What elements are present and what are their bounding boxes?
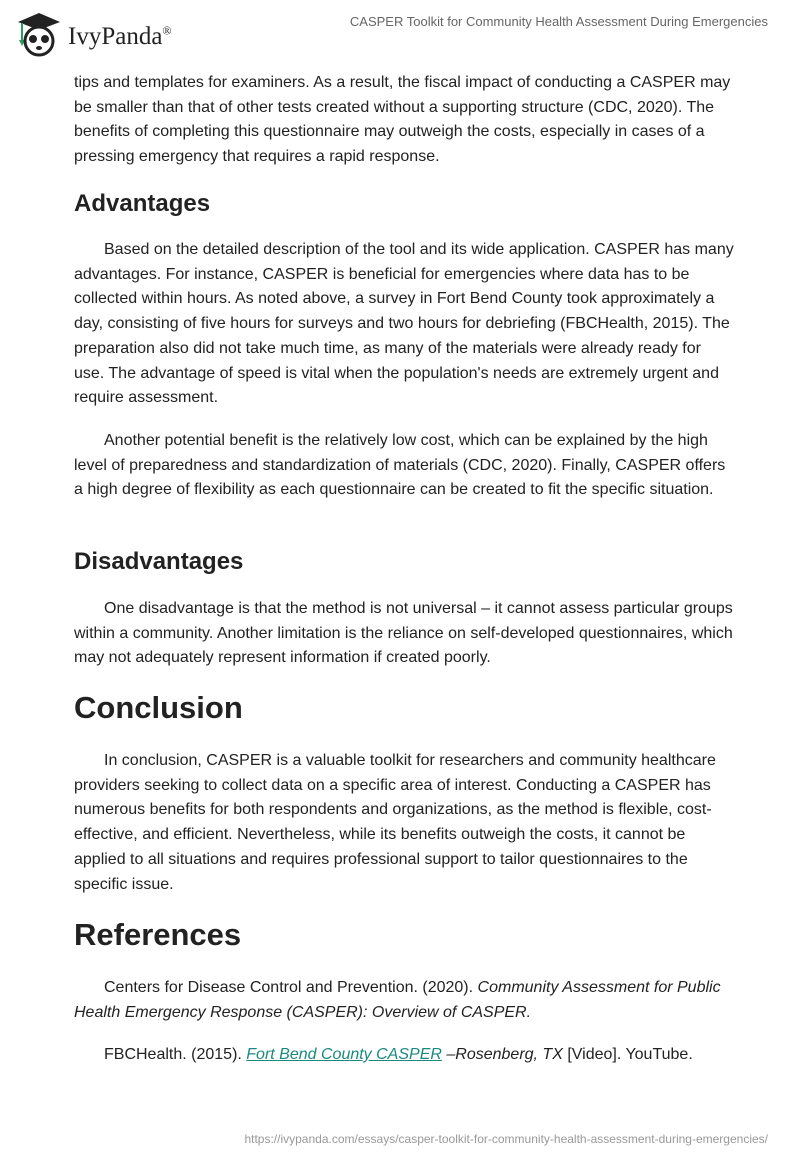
registered-mark: ® <box>162 23 172 38</box>
paragraph-advantages-1: Based on the detailed description of the tool and its wide application. CASPER has many advantages. For instance, CASPER is beneficial for emergencies where data has to be collected within hours. As noted above, a survey in Fort Bend County took approximately a day, consisting of five hours for surveys and two hours for debriefing (FBCHealth, 2015). The preparation also did not take much time, as many of the materials were already ready for use. The advantage of speed is vital when the population's needs are extremely urgent and require assessment. <box>74 241 734 407</box>
logo-text: IvyPanda <box>68 23 163 50</box>
reference-item: Centers for Disease Control and Prevention. (2020). Community Assessment for Public Health Emergency Response (CASPER): Overview of CASPER. <box>74 979 721 1021</box>
panda-graduate-icon <box>14 8 64 58</box>
ivypanda-logo[interactable] <box>14 8 172 58</box>
reference-link[interactable]: Fort Bend County CASPER <box>246 1046 442 1063</box>
paragraph-disadvantages: One disadvantage is that the method is not universal – it cannot assess particular groups within a community. Another limitation is the reliance on self-developed questionnaires, which may not adequately represent information if created poorly. <box>74 600 733 667</box>
heading-advantages: Advantages <box>74 190 211 217</box>
document-title: CASPER Toolkit for Community Health Assessment During Emergencies <box>349 14 768 29</box>
paragraph-advantages-2: Another potential benefit is the relatively low cost, which can be explained by the high level of preparedness and standardization of materials (CDC, 2020). Finally, CASPER offers a high degree of flexibility as each questionnaire can be created to fit the specific situation. <box>74 432 726 499</box>
heading-references: References <box>74 917 242 952</box>
heading-disadvantages: Disadvantages <box>74 548 244 575</box>
paragraph-intro: tips and templates for examiners. As a result, the fiscal impact of conducting a CASPER may be smaller than that of other tests created without a supporting structure (CDC, 2020). The benefits of completing this questionnaire may outweigh the costs, especially in cases of a pressing emergency that requires a rapid response. <box>74 74 731 166</box>
footer-url: https://ivypanda.com/essays/casper-toolkit-for-community-health-assessment-during-emergencies/ <box>244 1132 768 1146</box>
reference-title: Community Assessment for Public Health Emergency Response (CASPER): Overview of CASPER. <box>74 979 721 1021</box>
reference-item: FBCHealth. (2015). Fort Bend County CASPER –Rosenberg, TX [Video]. YouTube. <box>104 1046 693 1063</box>
paragraph-conclusion: In conclusion, CASPER is a valuable toolkit for researchers and community healthcare providers seeking to collect data on a specific area of interest. Conducting a CASPER has numerous benefits for both respondents and organizations, as the method is flexible, cost-effective, and efficient. Nevertheless, while its benefits outweigh the costs, it cannot be applied to all situations and requires professional support to tailor questionnaires to the specific issue. <box>74 752 716 893</box>
heading-conclusion: Conclusion <box>74 690 243 725</box>
